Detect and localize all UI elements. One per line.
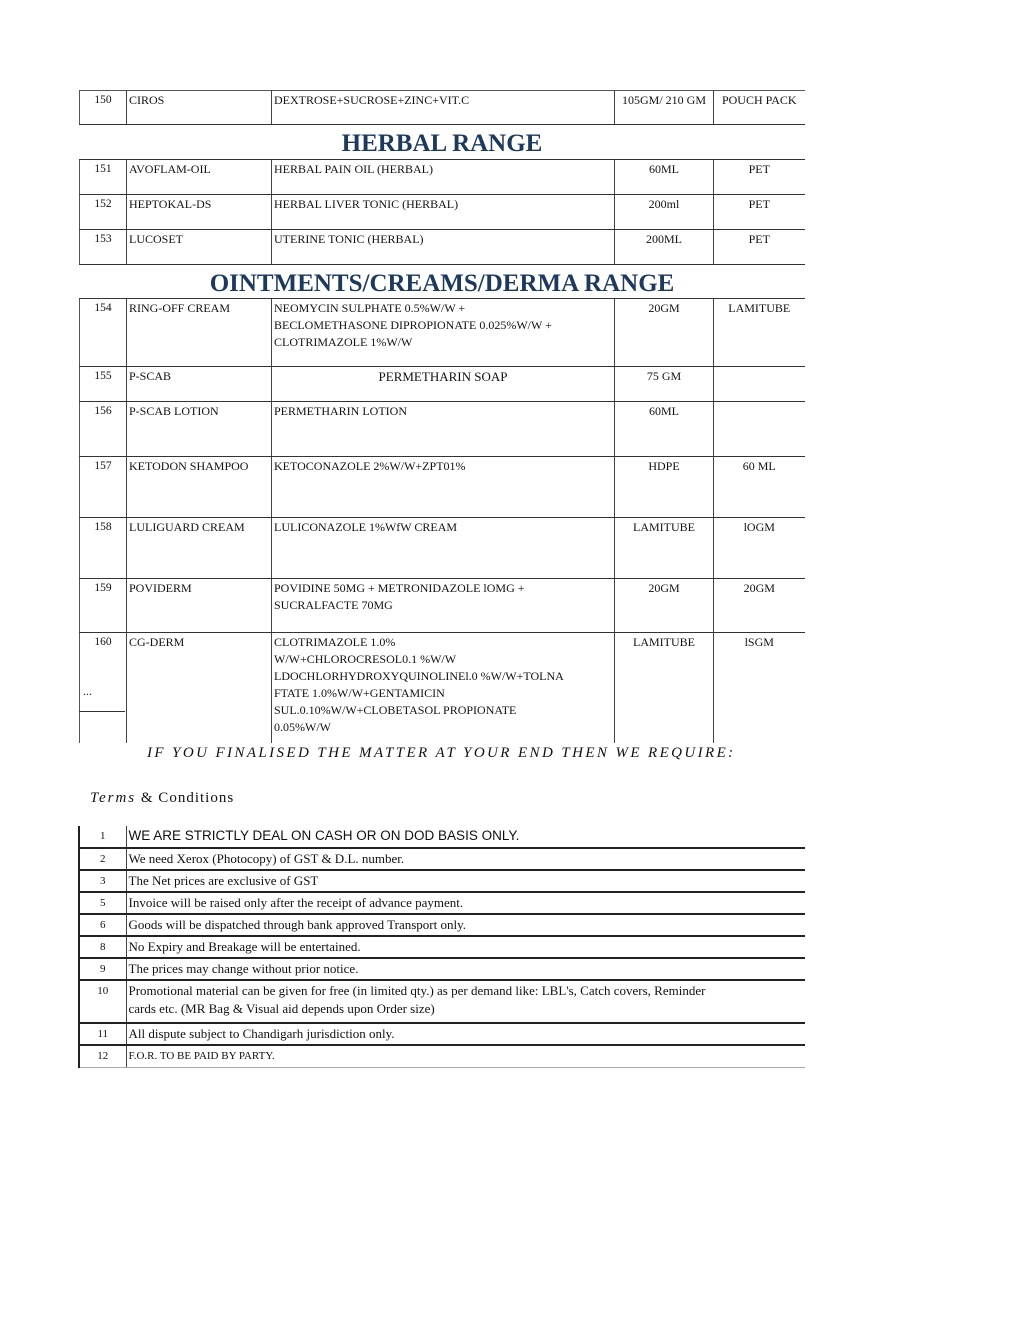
table-row [80, 195, 805, 230]
product-type: PET [714, 230, 805, 265]
product-pack: 200ml [615, 195, 714, 230]
product-type [714, 367, 805, 402]
term-number: 5 [79, 892, 126, 914]
term-number: 9 [79, 958, 126, 980]
product-name: LULIGUARD CREAM [127, 518, 272, 579]
product-composition: HERBAL PAIN OIL (HERBAL) [272, 160, 615, 195]
product-pack: LAMITUBE [615, 633, 714, 743]
product-name: P-SCAB [127, 367, 272, 402]
product-composition: PERMETHARIN SOAP [272, 367, 615, 402]
term-text: Goods will be dispatched through bank approved Transport only. [126, 914, 805, 936]
product-pack: 75 GM [615, 367, 714, 402]
product-number: 152 [80, 195, 127, 230]
product-number: 154 [80, 299, 127, 367]
composition-line: NEOMYCIN SULPHATE 0.5%W/W + [274, 301, 466, 315]
terms-heading-italic: Terms [90, 790, 137, 806]
product-type: PET [714, 160, 805, 195]
table-row [80, 91, 805, 125]
table-row [79, 848, 805, 870]
composition-line: FTATE 1.0%W/W+GENTAMICIN [274, 686, 445, 700]
terms-table [78, 826, 805, 1068]
product-name: P-SCAB LOTION [127, 402, 272, 457]
product-name: KETODON SHAMPOO [127, 457, 272, 518]
table-row [79, 826, 805, 848]
term-number: 6 [79, 914, 126, 936]
product-number: 156 [80, 402, 127, 457]
term-number: 8 [79, 936, 126, 958]
table-row [79, 936, 805, 958]
term-number: 1 [79, 826, 126, 848]
product-number: 153 [80, 230, 127, 265]
section-header-ointments [80, 265, 805, 299]
product-type: 20GM [714, 579, 805, 633]
table-row [80, 457, 805, 518]
table-row [80, 633, 805, 743]
term-number: 11 [79, 1023, 126, 1045]
product-type: POUCH PACK [714, 91, 805, 125]
product-number: 160 [80, 633, 127, 743]
composition-line: POVIDINE 50MG + METRONIDAZOLE lOMG + [274, 581, 525, 595]
product-number: 158 [80, 518, 127, 579]
product-name: CIROS [127, 91, 272, 125]
term-text: The prices may change without prior notice. [126, 958, 805, 980]
product-name: POVIDERM [127, 579, 272, 633]
term-text: We need Xerox (Photocopy) of GST & D.L. number. [126, 848, 805, 870]
product-number: 157 [80, 457, 127, 518]
product-type: LAMITUBE [714, 299, 805, 367]
product-name: LUCOSET [127, 230, 272, 265]
table-row [80, 299, 805, 367]
product-number: 159 [80, 579, 127, 633]
table-row [79, 980, 805, 1023]
product-type: lOGM [714, 518, 805, 579]
product-composition [272, 633, 615, 743]
term-text: F.O.R. TO BE PAID BY PARTY. [126, 1045, 805, 1067]
table-row [79, 870, 805, 892]
product-name: HEPTOKAL-DS [127, 195, 272, 230]
table-row [80, 230, 805, 265]
table-row [80, 367, 805, 402]
term-text: WE ARE STRICTLY DEAL ON CASH OR ON DOD BASIS ONLY. [126, 826, 805, 848]
term-text: All dispute subject to Chandigarh jurisdiction only. [126, 1023, 805, 1045]
product-type: 60 ML [714, 457, 805, 518]
table-row [79, 892, 805, 914]
product-pack: 60ML [615, 160, 714, 195]
product-pack: LAMITUBE [615, 518, 714, 579]
term-number: 3 [79, 870, 126, 892]
product-composition: KETOCONAZOLE 2%W/W+ZPT01% [272, 457, 615, 518]
terms-heading [90, 790, 234, 807]
table-row [79, 1023, 805, 1045]
term-text: No Expiry and Breakage will be entertained. [126, 936, 805, 958]
product-pack: 20GM [615, 579, 714, 633]
composition-line: BECLOMETHASONE DIPROPIONATE 0.025%W/W + [274, 318, 552, 332]
section-header-herbal [80, 125, 805, 160]
table-row [79, 958, 805, 980]
composition-line: SUL.0.10%W/W+CLOBETASOL PROPIONATE [274, 703, 517, 717]
composition-line: SUCRALFACTE 70MG [274, 598, 393, 612]
ellipsis-mark: ... [83, 684, 92, 698]
product-type: PET [714, 195, 805, 230]
term-text: Promotional material can be given for free (in limited qty.) as per demand like: LBL's, Catch covers, Reminder cards etc. (MR Bag & Visual aid depends upon Order size) [126, 980, 805, 1023]
composition-line: LDOCHLORHYDROXYQUINOLINEl.0 %W/W+TOLNA [274, 669, 564, 683]
composition-line: W/W+CHLOROCRESOL0.1 %W/W [274, 652, 457, 666]
table-row [80, 402, 805, 457]
term-number: 10 [79, 980, 126, 1023]
product-pack: HDPE [615, 457, 714, 518]
table-row [79, 914, 805, 936]
term-text: Invoice will be raised only after the receipt of advance payment. [126, 892, 805, 914]
product-number: 150 [80, 91, 127, 125]
product-name: AVOFLAM-OIL [127, 160, 272, 195]
table-row [80, 518, 805, 579]
section-title: HERBAL RANGE [80, 125, 805, 160]
product-number: 155 [80, 367, 127, 402]
composition-line: CLOTRIMAZOLE 1%W/W [274, 335, 413, 349]
divider [79, 711, 125, 712]
table-row [80, 579, 805, 633]
product-composition: HERBAL LIVER TONIC (HERBAL) [272, 195, 615, 230]
product-composition: DEXTROSE+SUCROSE+ZINC+VIT.C [272, 91, 615, 125]
product-composition [272, 299, 615, 367]
term-text: The Net prices are exclusive of GST [126, 870, 805, 892]
composition-line: 0.05%W/W [274, 720, 331, 734]
table-row [79, 1045, 805, 1067]
product-pack: 60ML [615, 402, 714, 457]
product-name: CG-DERM [127, 633, 272, 743]
terms-heading-rest: & Conditions [136, 790, 235, 806]
product-type: lSGM [744, 635, 774, 649]
product-table [79, 90, 805, 743]
product-pack: 200ML [615, 230, 714, 265]
composition-line: CLOTRIMAZOLE 1.0% [274, 635, 396, 649]
product-pack: 20GM [615, 299, 714, 367]
product-number: 151 [80, 160, 127, 195]
product-pack: 105GM/ 210 GM [615, 91, 714, 125]
product-composition: LULICONAZOLE 1%WfW CREAM [272, 518, 615, 579]
product-type [714, 402, 805, 457]
product-composition: PERMETHARIN LOTION [272, 402, 615, 457]
term-number: 2 [79, 848, 126, 870]
product-composition [272, 579, 615, 633]
product-name: RING-OFF CREAM [127, 299, 272, 367]
section-title: OINTMENTS/CREAMS/DERMA RANGE [80, 265, 805, 299]
table-row [80, 160, 805, 195]
term-number: 12 [79, 1045, 126, 1067]
product-composition: UTERINE TONIC (HERBAL) [272, 230, 615, 265]
requirement-notice: IF YOU FINALISED THE MATTER AT YOUR END THEN WE REQUIRE: [147, 745, 736, 761]
